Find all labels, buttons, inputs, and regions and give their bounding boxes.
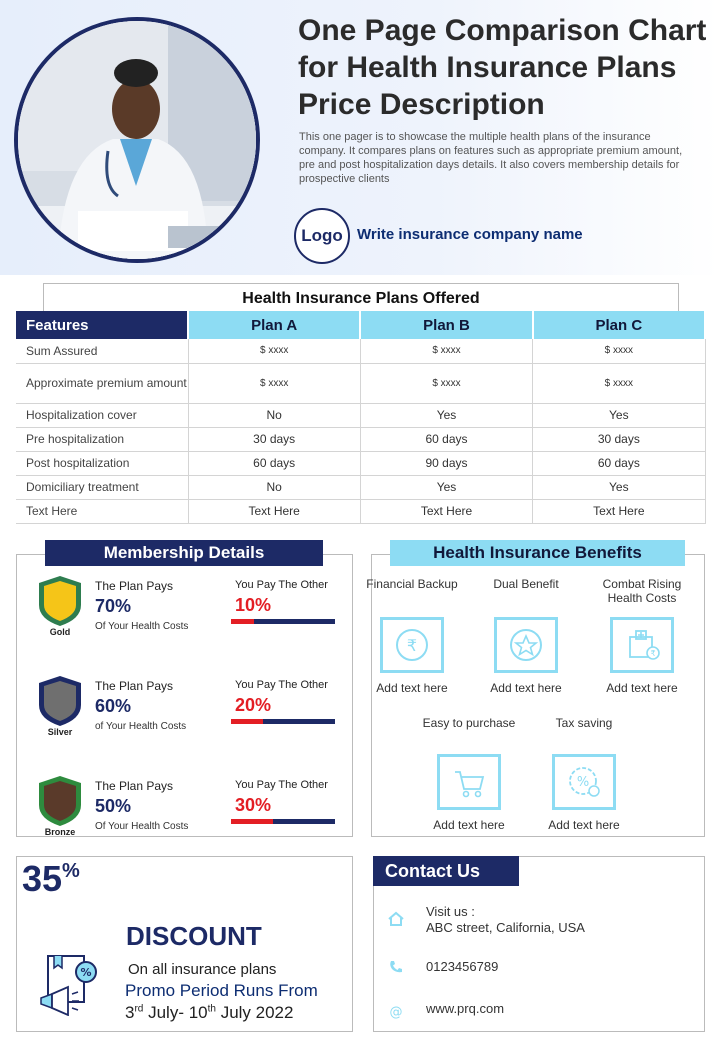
value-cell: $ xxxx bbox=[188, 363, 360, 403]
discount-percent-sign: % bbox=[62, 860, 80, 882]
cart-icon bbox=[437, 754, 501, 810]
discount-title: DISCOUNT bbox=[126, 921, 262, 951]
value-cell: No bbox=[188, 475, 360, 499]
share-bar bbox=[231, 819, 335, 824]
value-cell: No bbox=[188, 403, 360, 427]
share-bar-fill bbox=[231, 819, 273, 824]
membership-row-bronze bbox=[17, 775, 352, 855]
value-cell: Yes bbox=[360, 403, 532, 427]
discount-line-2: Promo Period Runs From bbox=[125, 981, 318, 1000]
membership-row-gold bbox=[17, 575, 352, 655]
contact-address bbox=[426, 904, 585, 936]
value-cell: 30 days bbox=[188, 427, 360, 451]
discount-line-1: On all insurance plans bbox=[128, 961, 277, 978]
tier-name: Gold bbox=[49, 627, 71, 637]
feature-cell: Domiciliary treatment bbox=[16, 475, 188, 499]
svg-text:@: @ bbox=[389, 1005, 403, 1019]
share-bar-fill bbox=[231, 719, 263, 724]
feature-cell: Hospitalization cover bbox=[16, 403, 188, 427]
promo-mid: July- 10 bbox=[143, 1003, 208, 1022]
table-header-row bbox=[16, 311, 705, 339]
home-icon bbox=[388, 911, 404, 927]
membership-panel bbox=[16, 554, 353, 837]
promo-start-day: 3 bbox=[125, 1003, 135, 1022]
tier-name: Silver bbox=[47, 727, 73, 737]
contact-website[interactable]: www.prq.com bbox=[426, 1001, 505, 1016]
plan-pays-label: The Plan Pays bbox=[95, 579, 174, 593]
membership-title: Membership Details bbox=[45, 540, 323, 566]
company-name: Write insurance company name bbox=[357, 226, 583, 243]
plan-pays-label: The Plan Pays bbox=[95, 679, 174, 693]
discount-percent bbox=[22, 858, 80, 900]
header-plan-a: Plan A bbox=[188, 311, 360, 339]
membership-row-silver bbox=[17, 675, 352, 755]
benefit-easy-purchase bbox=[414, 716, 524, 832]
hero-banner bbox=[0, 0, 720, 275]
rupee-icon bbox=[380, 617, 444, 673]
promo-dates bbox=[125, 1003, 293, 1023]
discount-number: 35 bbox=[22, 858, 63, 899]
feature-cell: Post hospitalization bbox=[16, 451, 188, 475]
doctor-photo bbox=[14, 17, 260, 263]
plan-pays-sub: of Your Health Costs bbox=[95, 721, 187, 732]
promo-end-suffix: th bbox=[207, 1003, 216, 1015]
svg-text:₹: ₹ bbox=[650, 649, 656, 658]
table-row bbox=[16, 339, 705, 363]
contact-visit-label: Visit us : bbox=[426, 904, 475, 919]
logo: Logo bbox=[294, 208, 350, 264]
svg-text:%: % bbox=[576, 775, 590, 790]
benefit-title: Tax saving bbox=[555, 716, 613, 730]
promo-start-suffix: rd bbox=[134, 1003, 144, 1015]
value-cell: $ xxxx bbox=[360, 339, 532, 363]
tier-name: Bronze bbox=[44, 827, 76, 837]
share-bar bbox=[231, 619, 335, 624]
benefit-title: Dual Benefit bbox=[493, 577, 559, 591]
benefit-title: Easy to purchase bbox=[422, 716, 516, 730]
benefits-panel bbox=[366, 554, 705, 837]
page-title: One Page Comparison Chart for Health Insurance Plans Price Description bbox=[298, 14, 707, 121]
value-cell: Yes bbox=[533, 475, 705, 499]
benefit-caption: Add text here bbox=[376, 681, 448, 695]
header-features: Features bbox=[16, 311, 188, 339]
plan-pays-label: The Plan Pays bbox=[95, 779, 174, 793]
hospital-icon bbox=[610, 617, 674, 673]
benefit-caption: Add text here bbox=[548, 818, 620, 832]
benefit-caption: Add text here bbox=[606, 681, 678, 695]
table-row bbox=[16, 499, 705, 523]
value-cell: 60 days bbox=[360, 427, 532, 451]
table-row bbox=[16, 451, 705, 475]
star-icon bbox=[494, 617, 558, 673]
value-cell: $ xxxx bbox=[533, 363, 705, 403]
you-pay-percent: 10% bbox=[235, 595, 272, 615]
value-cell: 90 days bbox=[360, 451, 532, 475]
value-cell: $ xxxx bbox=[360, 363, 532, 403]
plan-pays-percent: 70% bbox=[95, 596, 132, 616]
plan-pays-percent: 50% bbox=[95, 796, 132, 816]
feature-cell: Approximate premium amount bbox=[16, 363, 188, 403]
table-row bbox=[16, 403, 705, 427]
you-pay-label: You Pay The Other bbox=[235, 679, 328, 691]
value-cell: $ xxxx bbox=[188, 339, 360, 363]
value-cell: Yes bbox=[360, 475, 532, 499]
value-cell: Text Here bbox=[360, 499, 532, 523]
benefit-caption: Add text here bbox=[490, 681, 562, 695]
value-cell: 30 days bbox=[533, 427, 705, 451]
table-row bbox=[16, 475, 705, 499]
contact-address-line: ABC street, California, USA bbox=[426, 920, 585, 935]
promo-end: July 2022 bbox=[215, 1003, 294, 1022]
svg-text:₹: ₹ bbox=[406, 636, 418, 655]
value-cell: 60 days bbox=[188, 451, 360, 475]
silver-shield-icon bbox=[37, 675, 83, 727]
benefit-tax-saving bbox=[529, 716, 639, 832]
bronze-shield-icon bbox=[37, 775, 83, 827]
value-cell: Yes bbox=[533, 403, 705, 427]
phone-icon bbox=[388, 959, 404, 975]
plan-pays-sub: Of Your Health Costs bbox=[95, 621, 189, 632]
share-bar-fill bbox=[231, 619, 254, 624]
svg-text:%: % bbox=[80, 966, 92, 979]
contact-title: Contact Us bbox=[373, 856, 519, 886]
header-plan-c: Plan C bbox=[533, 311, 705, 339]
header-plan-b: Plan B bbox=[360, 311, 532, 339]
gold-shield-icon bbox=[37, 575, 83, 627]
plans-table-title: Health Insurance Plans Offered bbox=[43, 283, 679, 311]
tax-icon bbox=[552, 754, 616, 810]
plans-table bbox=[16, 311, 706, 524]
benefit-title: Combat Rising Health Costs bbox=[602, 577, 682, 605]
promo-megaphone-icon bbox=[38, 954, 102, 1016]
value-cell: Text Here bbox=[188, 499, 360, 523]
benefits-title: Health Insurance Benefits bbox=[390, 540, 685, 566]
benefit-caption: Add text here bbox=[433, 818, 505, 832]
you-pay-percent: 30% bbox=[235, 795, 272, 815]
plan-pays-percent: 60% bbox=[95, 696, 132, 716]
you-pay-percent: 20% bbox=[235, 695, 272, 715]
you-pay-label: You Pay The Other bbox=[235, 579, 328, 591]
at-icon bbox=[388, 1003, 404, 1019]
share-bar bbox=[231, 719, 335, 724]
plan-pays-sub: Of Your Health Costs bbox=[95, 821, 189, 832]
feature-cell: Sum Assured bbox=[16, 339, 188, 363]
feature-cell: Text Here bbox=[16, 499, 188, 523]
value-cell: 60 days bbox=[533, 451, 705, 475]
value-cell: $ xxxx bbox=[533, 339, 705, 363]
value-cell: Text Here bbox=[533, 499, 705, 523]
benefit-title: Financial Backup bbox=[366, 577, 458, 591]
feature-cell: Pre hospitalization bbox=[16, 427, 188, 451]
page-description: This one pager is to showcase the multiple health plans of the insurance company. It compares plans on features such as appropriate premium amount, pre and post hospitalization days details. It also covers membership details for prospective clients bbox=[299, 131, 683, 185]
table-row bbox=[16, 427, 705, 451]
benefit-dual-benefit bbox=[471, 577, 581, 695]
you-pay-label: You Pay The Other bbox=[235, 779, 328, 791]
contact-phone[interactable]: 0123456789 bbox=[426, 959, 499, 974]
table-row bbox=[16, 363, 705, 403]
benefit-combat-costs bbox=[587, 577, 697, 695]
benefit-financial-backup bbox=[357, 577, 467, 695]
